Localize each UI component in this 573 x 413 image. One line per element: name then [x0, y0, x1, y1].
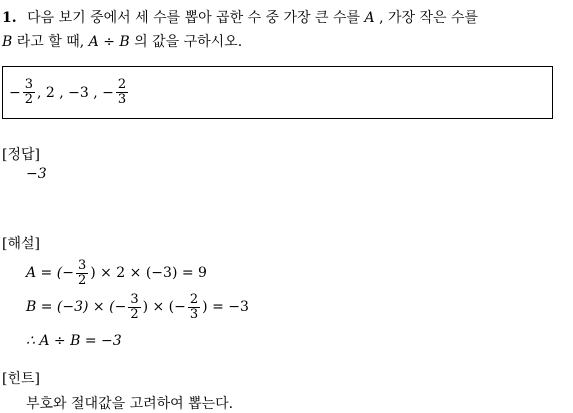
- explanation-line-1: [26, 256, 249, 290]
- answer-label: [정답]: [2, 147, 40, 163]
- exp2-left: B = (−3) × (−: [26, 299, 127, 315]
- fraction-denominator: 2: [130, 306, 139, 322]
- question-number: 1.: [2, 10, 17, 26]
- exp1-left: A = (−: [26, 265, 74, 281]
- explanation-line-3: [26, 324, 249, 358]
- choices-box: [2, 66, 553, 119]
- explanation-body: [26, 256, 249, 358]
- question-text-part2: , 가장 작은 수를: [379, 10, 479, 26]
- expression-a-div-b: A ÷ B: [88, 34, 130, 50]
- exp2-fraction-1: [128, 293, 140, 322]
- exp1-fraction: [76, 259, 88, 288]
- exp2-mid: ) × (−: [142, 299, 186, 315]
- exp2-fraction-2: [188, 293, 200, 322]
- choice-fraction-1: [23, 78, 35, 107]
- choice-middle: , 2 , −3 , −: [37, 84, 114, 101]
- fraction-denominator: 2: [77, 272, 87, 288]
- fraction-numerator: 2: [189, 291, 199, 307]
- exp1-right: ) × 2 × (−3) = 9: [90, 265, 207, 281]
- fraction-numerator: 3: [77, 257, 87, 273]
- choice-neg-sign: −: [9, 84, 21, 101]
- question-text-part3: 라고 할 때,: [16, 34, 85, 50]
- explanation-line-2: [26, 290, 249, 324]
- question-line-1: [2, 6, 568, 30]
- question-text: [2, 6, 568, 54]
- fraction-numerator: 3: [24, 77, 34, 92]
- variable-a: A: [364, 10, 375, 26]
- fraction-numerator: 3: [130, 291, 139, 307]
- exp3-text: ∴ A ÷ B = −3: [26, 333, 122, 349]
- fraction-denominator: 3: [117, 92, 127, 107]
- fraction-numerator: 2: [117, 77, 127, 92]
- explanation-label: [해설]: [2, 236, 40, 252]
- fraction-denominator: 2: [24, 92, 34, 107]
- hint-label: [힌트]: [2, 371, 40, 387]
- question-text-part1: 다음 보기 중에서 세 수를 뽑아 곱한 수 중 가장 큰 수를: [27, 10, 361, 26]
- choice-fraction-2: [116, 78, 128, 107]
- exp2-right: ) = −3: [202, 299, 249, 315]
- variable-b: B: [2, 34, 13, 50]
- fraction-denominator: 3: [189, 306, 199, 322]
- answer-value: −3: [26, 166, 47, 182]
- question-text-part4: 의 값을 구하시오.: [134, 34, 243, 50]
- question-line-2: [2, 30, 568, 54]
- hint-text: 부호와 절대값을 고려하여 뽑는다.: [26, 396, 234, 412]
